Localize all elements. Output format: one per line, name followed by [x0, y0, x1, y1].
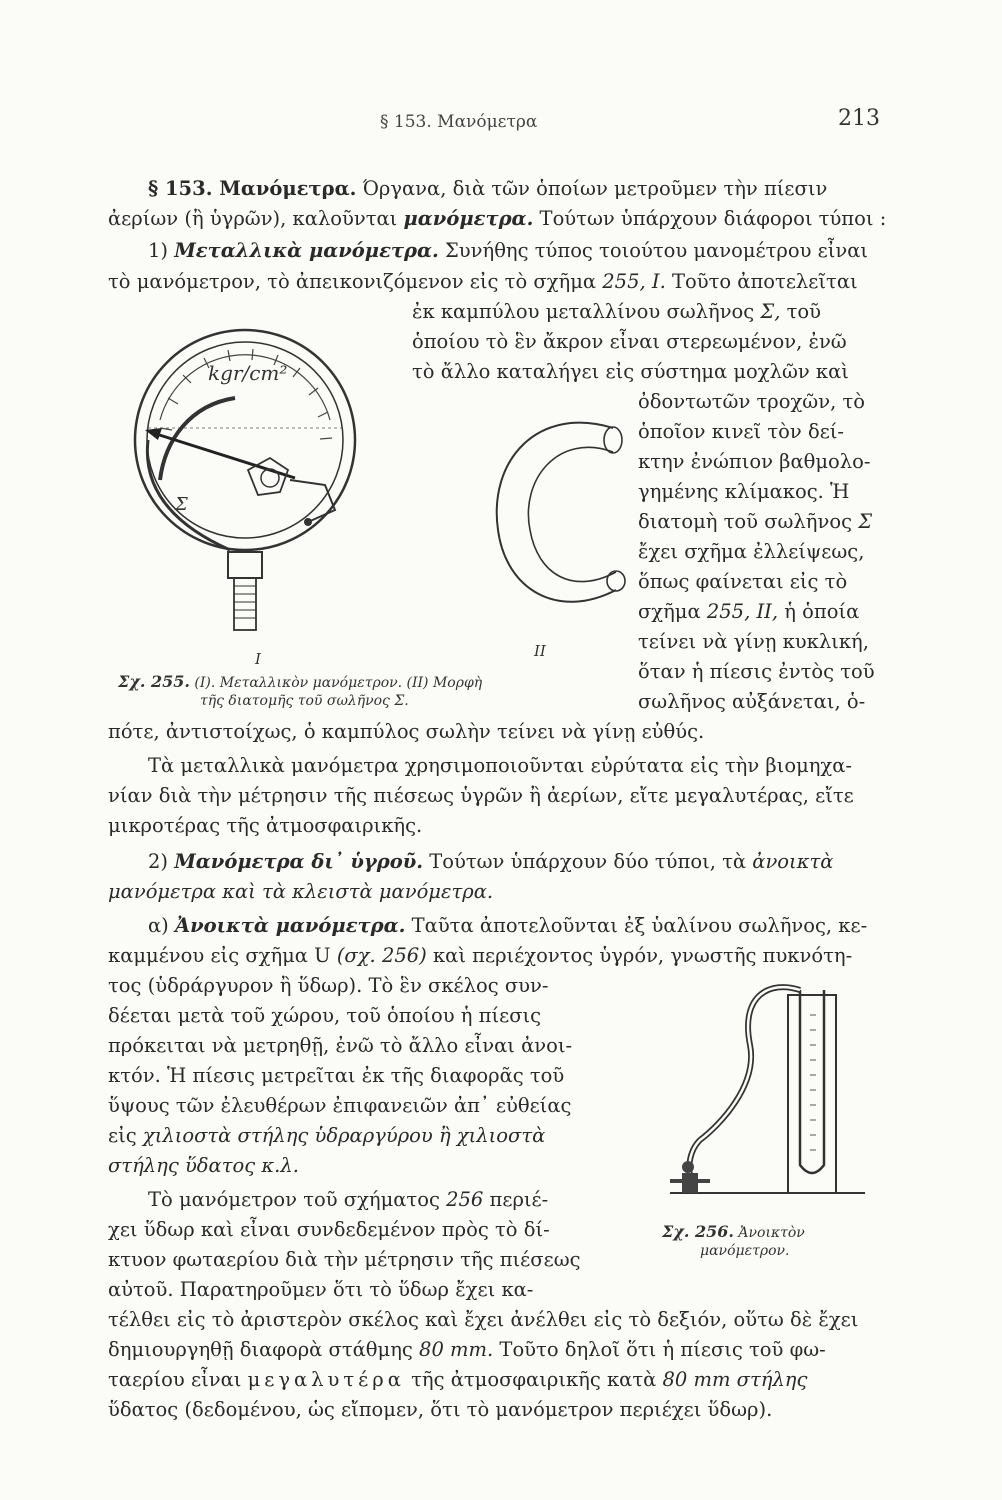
text-line: σχῆμα 255, II, ἡ ὁποία [638, 600, 860, 623]
lever-pivot [304, 518, 312, 526]
text-line: διατομὴ τοῦ σωλῆνος Σ [638, 510, 872, 533]
figure-256-caption-line1: Σχ. 256. Ἀνοικτὸν [662, 1222, 805, 1241]
text-line: χει ὕδωρ καὶ εἶναι συνδεδεμένον πρὸς τὸ δί- [108, 1218, 550, 1241]
scale-ticks [810, 1015, 816, 1150]
lever-linkage [290, 480, 335, 522]
section-intro: Όργανα, διὰ τῶν ὁποίων μετροῦμεν τὴν πίεσιν [356, 177, 828, 200]
text-line: κτόν. Ἡ πίεσις μετρεῖται ἐκ τῆς διαφορᾶς τοῦ [108, 1064, 565, 1087]
dial-pointer [150, 432, 295, 478]
text-line: ὁποῖον κινεῖ τὸν δεί- [638, 420, 845, 443]
text-line: πρόκειται νὰ μετρηθῇ, ἐνῶ τὸ ἄλλο εἶναι ἀνοι- [108, 1034, 573, 1057]
text-line: ὅπως φαίνεται εἰς τὸ [638, 570, 848, 593]
text-line: τείνει νὰ γίνῃ κυκλική, [638, 630, 869, 653]
text-line: δημιουργηθῇ διαφορὰ στάθμης 80 mm. Τοῦτο δηλοῖ ὅτι ἡ πίεσις τοῦ φω- [108, 1338, 826, 1361]
figure-255-caption-line1: Σχ. 255. (I). Μεταλλικὸν μανόμετρον. (II) Μορφὴ [118, 672, 483, 691]
tube-end-top [604, 427, 622, 453]
text-line: ὀδοντωτῶν τροχῶν, τὸ [638, 390, 865, 413]
text-line: γημένης κλίμακος. Ἡ [638, 480, 850, 503]
subsection-metal-line: 1) Μεταλλικὰ μανόμετρα. Συνήθης τύπος τοιούτου μανομέτρου εἶναι [148, 239, 869, 262]
subsection-liquid-line: 2) Μανόμετρα δι᾿ ὑγροῦ. Τούτων ὑπάρχουν δύο τύποι, τὰ ἀνοικτὰ [148, 850, 834, 873]
u-tube [800, 990, 824, 1173]
section-heading: § 153. Μανόμετρα. [148, 177, 357, 200]
connection-hose [689, 987, 800, 1175]
figure-label-II: II [534, 642, 546, 660]
text-line: Τὰ μεταλλικὰ μανόμετρα χρησιμοποιοῦνται εὐρύτατα εἰς τὴν βιομηχα- [148, 754, 852, 777]
text-line: αὐτοῦ. Παρατηροῦμεν ὅτι τὸ ὕδωρ ἔχει κα- [108, 1278, 534, 1301]
text-line: στήλης ὕδατος κ.λ. [108, 1154, 299, 1177]
text-line: μικροτέρας τῆς ἀτμοσφαιρικῆς. [108, 814, 423, 837]
figure-label-I: I [255, 650, 261, 668]
gas-valve-handle [682, 1161, 694, 1173]
text-line: δέεται μετὰ τοῦ χώρου, τοῦ ὁποίου ἡ πίεσις [108, 1004, 542, 1027]
text-line: μανόμετρα καὶ τὰ κλειστὰ μανόμετρα. [108, 880, 494, 903]
figure-256-caption-line2: μανόμετρον. [700, 1243, 790, 1259]
tube-label: Σ [175, 494, 188, 515]
text-line: ἐκ καμπύλου μεταλλίνου σωλῆνος Σ, τοῦ [412, 300, 822, 323]
text-line: τὸ μανόμετρον, τὸ ἀπεικονιζόμενον εἰς τὸ σχῆμα 255, I. Τοῦτο ἀποτελεῖται [108, 270, 858, 293]
text-line: καμμένου εἰς σχῆμα U (σχ. 256) καὶ περιέχοντος ὑγρόν, γνωστῆς πυκνότη- [108, 944, 853, 967]
text-line: πότε, ἀντιστοίχως, ὁ καμπύλος σωλὴν τείνει νὰ γίνῃ εὐθύς. [108, 720, 705, 743]
subsection-open-title: Ἀνοικτὰ μανόμετρα. [174, 914, 406, 937]
figure-255-cross-section [478, 400, 643, 635]
stem-collar [228, 552, 262, 578]
cross-section-inner [528, 447, 616, 581]
text-line: ὕψους τῶν ἐλευθέρων ἐπιφανειῶν ἀπ᾿ εὐθείας [108, 1094, 572, 1117]
text-line: κτην ἐνώπιον βαθμολο- [638, 450, 871, 473]
figure-255-caption-line2: τῆς διατομῆς τοῦ σωλῆνος Σ. [200, 693, 409, 709]
scale-board [788, 995, 836, 1193]
text-line: τὸ ἄλλο καταλήγει εἰς σύστημα μοχλῶν καὶ [412, 360, 849, 383]
text-line: σωλῆνος αὐξάνεται, ὁ- [638, 690, 866, 713]
pinion-gear [261, 469, 279, 487]
text-line: ὁποίου τὸ ἓν ἄκρον εἶναι στερεωμένον, ἐνῶ [412, 330, 847, 353]
section-heading-line [148, 175, 827, 203]
page-number: 213 [838, 106, 880, 131]
tube-end-bottom [607, 571, 625, 591]
text-line: εἰς χιλιοστὰ στήλης ὑδραργύρου ἢ χιλιοστὰ [108, 1124, 546, 1147]
text-line: τέλθει εἰς τὸ ἀριστερὸν σκέλος καὶ ἔχει ἀνέλθει εἰς τὸ δεξιόν, οὕτω δὲ ἔχει [108, 1308, 859, 1331]
text-line: Τὸ μανόμετρον τοῦ σχήματος 256 περιέ- [148, 1188, 549, 1211]
figure-256-open-manometer [660, 975, 875, 1215]
text-line: ἔχει σχῆμα ἐλλείψεως, [638, 540, 865, 563]
subsection-metal-title: Μεταλλικὰ μανόμετρα. [174, 239, 439, 262]
text-line: ὕδατος (δεδομένου, ὡς εἴπομεν, ὅτι τὸ μανόμετρον περιέχει ὕδωρ). [108, 1398, 773, 1421]
text-line: τος (ὑδράργυρον ἢ ὕδωρ). Τὸ ἓν σκέλος συν- [108, 974, 549, 997]
dial-unit-label: kgr/cm² [208, 361, 288, 385]
running-header: § 153. Μανόμετρα [380, 112, 538, 132]
subsection-liquid-title: Μανόμετρα δι᾿ ὑγροῦ. [174, 850, 424, 873]
figure-255-dial [120, 320, 370, 650]
spaced-emphasis: μεγαλυτέρα [247, 1368, 405, 1391]
text-line: ταερίου εἶναι μεγαλυτέρα τῆς ἀτμοσφαιρικῆς κατὰ 80 mm στήλης [108, 1368, 808, 1391]
text-line: ἀερίων (ἢ ὑγρῶν), καλοῦνται μανόμετρα. Τούτων ὑπάρχουν διάφοροι τύποι : [108, 207, 887, 230]
stem-threads [234, 586, 256, 618]
term-manometers: μανόμετρα. [403, 207, 534, 230]
text-line: νίαν διὰ τὴν μέτρησιν τῆς πιέσεως ὑγρῶν ἢ ἀερίων, εἴτε μεγαλυτέρας, εἴτε [108, 784, 854, 807]
text-line: ὅταν ἡ πίεσις ἐντὸς τοῦ [638, 660, 875, 683]
text-line: κτυον φωταερίου διὰ τὴν μέτρησιν τῆς πιέσεως [108, 1248, 581, 1271]
subsection-open-line: α) Ἀνοικτὰ μανόμετρα. Ταῦτα ἀποτελοῦνται ἐξ ὑαλίνου σωλῆνος, κε- [148, 914, 868, 937]
